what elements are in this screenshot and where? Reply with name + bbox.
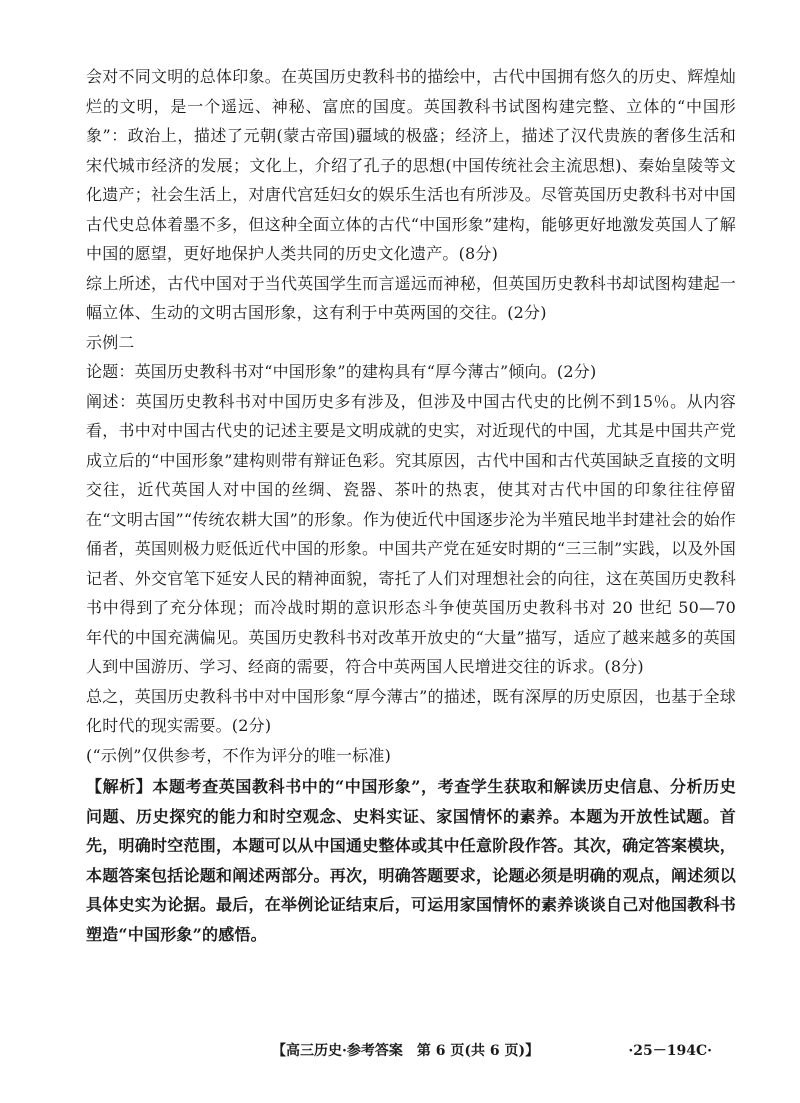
paragraph-conclusion: 总之，英国历史教科书中对中国形象“厚今薄古”的描述，既有深厚的历史原因，也基于全球化时代的现实需要。(2分)	[86, 686, 736, 735]
heading-example-two: 示例二	[86, 332, 135, 352]
page-footer	[0, 1040, 800, 1062]
paragraph-thesis: 论题：英国历史教科书对“中国形象”的建构具有“厚今薄古”倾向。(2分)	[86, 362, 597, 381]
footer-code: ·25－194C·	[628, 1043, 712, 1059]
scoring-note: (“示例”仅供参考，不作为评分的唯一标准)	[86, 745, 392, 765]
footer-page-info: 【高三历史·参考答案 第 6 页(共 6 页)】	[272, 1043, 540, 1059]
analysis-section: 【解析】本题考查英国教科书中的“中国形象”，考查学生获取和解读历史信息、分析历史问题、历史探究的能力和时空观念、史料实证、家国情怀的素养。本题为开放性试题。首先，明确时空范围，本题可以从中国通史整体或其中任意阶段作答。其次，确定答案模块，本题答案包括论题和阐述两部分。再次，明确答题要求，论题必须是明确的观点，阐述须以具体史实为论据。最后，在举例论证结束后，可运用家国情怀的素养谈谈自己对他国教科书塑造“中国形象”的感悟。	[86, 777, 736, 944]
paragraph-elaboration: 阐述：英国历史教科书对中国历史多有涉及，但涉及中国古代史的比例不到15％。从内容看，书中对中国古代史的记述主要是文明成就的史实，对近现代的中国，尤其是中国共产党成立后的“中国形象”建构则带有辩证色彩。究其原因，古代中国和古代英国缺乏直接的文明交往，近代英国人对中国的丝绸、瓷器、茶叶的热衷，使其对古代中国的印象往往停留在“文明古国”“传统农耕大国”的形象。作为使近代中国逐步沦为半殖民地半封建社会的始作俑者，英国则极力贬低近代中国的形象。中国共产党在延安时期的“三三制”实践，以及外国记者、外交官笔下延安人民的精神面貌，寄托了人们对理想社会的向往，这在英国历史教科书中得到了充分体现；而冷战时期的意识形态斗争使英国历史教科书对 20 世纪 50—70 年代的中国充满偏见。英国历史教科书对改革开放史的“大量”描写，适应了越来越多的英国人到中国游历、学习、经商的需要，符合中英两国人民增进交往的诉求。(8分)	[86, 391, 736, 676]
paragraph-example-one-body: 会对不同文明的总体印象。在英国历史教科书的描绘中，古代中国拥有悠久的历史、辉煌灿烂的文明，是一个遥远、神秘、富庶的国度。英国教科书试图构建完整、立体的“中国形象”：政治上，描述了元朝(蒙古帝国)疆域的极盛；经济上，描述了汉代贵族的奢侈生活和宋代城市经济的发展；文化上，介绍了孔子的思想(中国传统社会主流思想)、秦始皇陵等文化遗产；社会生活上，对唐代宫廷妇女的娱乐生活也有所涉及。尽管英国历史教科书对中国古代史总体着墨不多，但这种全面立体的古代“中国形象”建构，能够更好地激发英国人了解中国的愿望，更好地保护人类共同的历史文化遗产。(8分)	[86, 67, 736, 263]
answer-body	[86, 62, 736, 949]
paragraph-example-one-summary: 综上所述，古代中国对于当代英国学生而言遥远而神秘，但英国历史教科书却试图构建起一幅立体、生动的文明古国形象，这有利于中英两国的交往。(2分)	[86, 273, 736, 322]
